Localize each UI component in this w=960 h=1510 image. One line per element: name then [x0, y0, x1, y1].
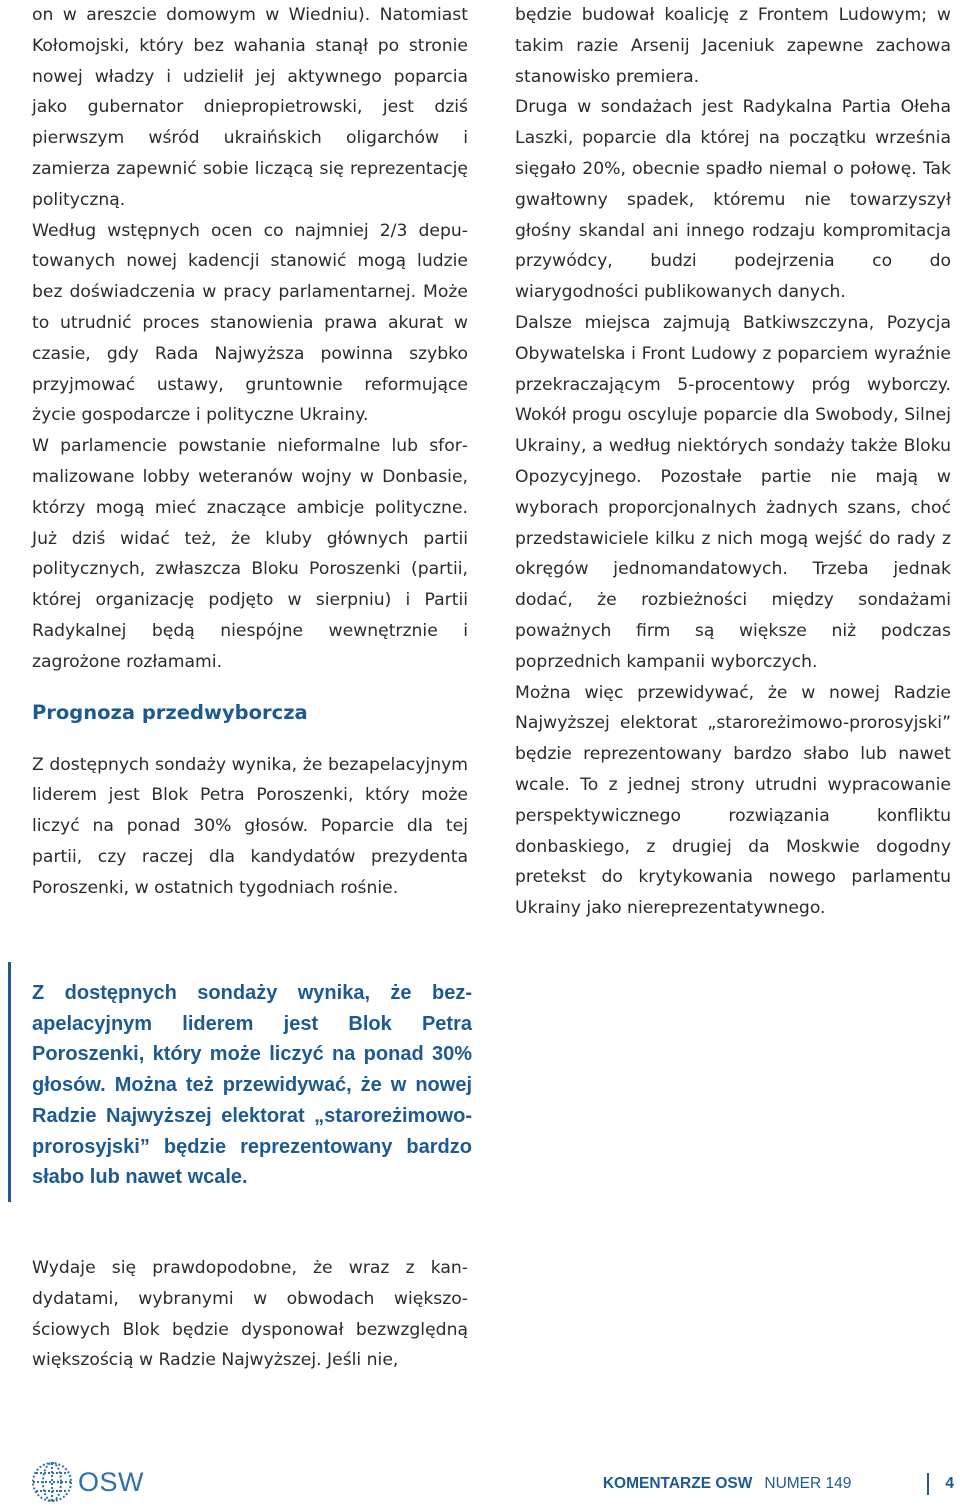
body-paragraph: Druga w sondażach jest Radykalna Partia Ołeha Laszki, poparcie dla której na początku września sięgało 20%, obecnie spadło niemal o połowę. Tak gwałtowny spadek, któremu nie towarzyszył głośny skandal ani innego rodzaju kompromitacja przywódcy, budzi podejrzenia co do wiarygodności publikowanych danych.: [515, 97, 951, 303]
body-paragraph: będzie budował koalicję z Frontem Ludowym; w takim razie Arsenij Jaceniuk zapewne zachowa stanowisko premiera.: [515, 5, 951, 87]
body-paragraph: on w areszcie domowym w Wiedniu). Natomiast Kołomojski, który bez wahania stanął po stronie nowej władzy i udzielił jej aktywnego poparcia jako gubernator dniepropietrowski, jest dziś pierwszym wśród ukraińskich oligarchów i zamierza zapewnić sobie liczącą się reprezentację polityczną.: [32, 5, 468, 210]
body-paragraph: Według wstępnych ocen co najmniej 2/3 deputowanych nowej kadencji stanowić mogą ludzie bez doświadczenia w pracy parlamentarnej. Może to utrudnić proces stanowienia prawa akurat w czasie, gdy Rada Najwyższa powinna szybko przyjmować ustawy, gruntownie reformujące życie gospodarcze i polityczne Ukrainy.: [32, 220, 468, 426]
logo-wordmark: OSW: [78, 1466, 144, 1497]
pull-quote: [8, 962, 473, 1202]
body-paragraph: Z dostępnych sondaży wynika, że bezapelacyjnym liderem jest Blok Petra Poroszenki, który może liczyć na ponad 30% głosów. Poparcie dla tej partii, czy raczej dla kandydatów prezydenta Poroszenki, w ostatnich tygodniach rośnie.: [32, 754, 468, 898]
body-paragraph: W parlamencie powstanie nieformalne lub sformalizowane lobby weteranów wojny w Donbasie, którzy mogą mieć znaczące ambicje polityczne. Już dziś widać też, że kluby głównych partii politycznych, zwłaszcza Bloku Poroszenki (partii, której organizację podjęto w sierpniu) i Partii Radykalnej będą niespójne wewnętrznie i zagrożone rozłamami.: [32, 436, 468, 672]
body-paragraph: Dalsze miejsca zajmują Batkiwszczyna, Pozycja Obywatelska i Front Ludowy z poparciem wyraźnie przekraczającym 5-procentowy próg wyborczy. Wokół progu oscyluje poparcie dla Swobody, Silnej Ukrainy, a według niektórych sondaży także Bloku Opozycyjnego. Pozostałe partie nie mają w wyborach proporcjonalnych żadnych szans, choć przedstawiciele kilku z nich mogą wejść do rady z okręgów jednomandatowych. Trzeba jednak dodać, że rozbieżności między sondażami poważnych firm są większe niż podczas poprzednich kampanii wyborczych.: [515, 312, 951, 672]
footer-logo: [30, 1460, 144, 1504]
left-column: [32, 0, 468, 904]
right-column: [515, 0, 951, 924]
series-title: KOMENTARZE OSW: [602, 1475, 753, 1492]
pull-quote-text: Z dostępnych sondaży wynika, że bezapelacyjnym liderem jest Blok Petra Poroszenki, który może liczyć na ponad 30% głosów. Można też przewidywać, że w nowej Radzie Najwyższej elektorat „staroreżimowo-prorosyjski” będzie reprezentowany bardzo słabo lub nawet wcale.: [32, 982, 472, 1189]
body-paragraph: Można więc przewidywać, że w nowej Radzie Najwyższej elektorat „staroreżimowo-prorosyjski” będzie reprezentowany bardzo słabo lub nawet wcale. To z jednej strony utrudni wypracowanie perspektywicznego rozwiązania konfliktu donbaskiego, z drugiej da Moskwie dogodny pretekst do krytykowania nowego parlamentu Ukrainy jako niereprezentatywnego.: [515, 682, 951, 919]
continued-text: [32, 1253, 468, 1376]
page-number: 4: [945, 1475, 954, 1492]
footer-divider: [927, 1473, 929, 1495]
body-paragraph: Wydaje się prawdopodobne, że wraz z kandydatami, wybranymi w obwodach większościowych Blok będzie dysponował bezwzględną większością w Radzie Najwyższej. Jeśli nie,: [32, 1258, 468, 1371]
issue-number: NUMER 149: [764, 1475, 852, 1492]
footer-publication-info: [500, 1469, 960, 1499]
section-heading: Prognoza przedwyborcza: [32, 700, 308, 724]
globe-icon: [30, 1460, 74, 1504]
